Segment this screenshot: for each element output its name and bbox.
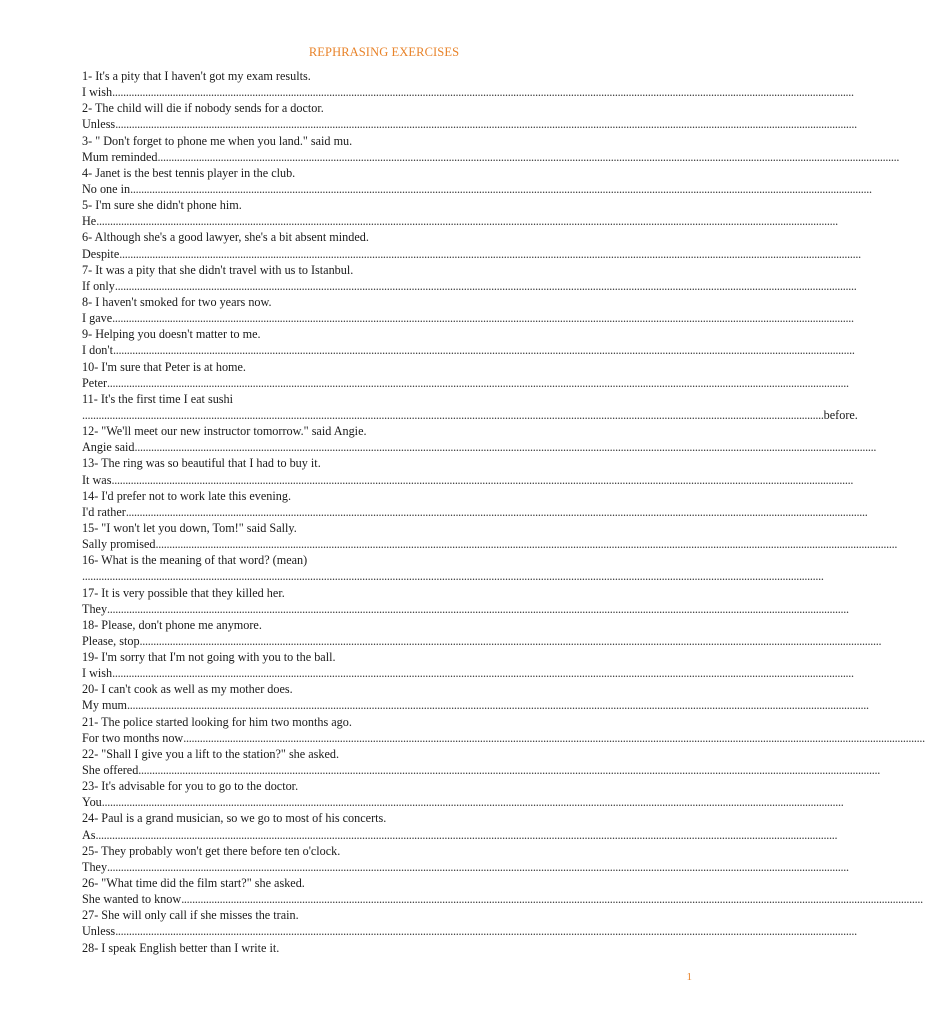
exercise-prompt: 22- "Shall I give you a lift to the station?" she asked. [82,746,340,761]
answer-lead: Sally promised [82,537,156,552]
exercise-prompt: 20- I can't cook as well as my mother does. [82,682,293,697]
exercise-item [82,133,900,165]
answer-line[interactable] [82,601,849,617]
answer-line[interactable] [82,665,854,681]
exercise-item [82,423,877,455]
exercise-item [82,843,849,875]
answer-lead: I wish [82,85,113,100]
answer-blank[interactable]: .............................................................................................................................................................................................................................................................................. [125,504,868,519]
exercise-item [82,359,849,391]
exercise-list [82,68,925,956]
answer-blank[interactable]: .............................................................................................................................................................................................................................................................................. [115,117,857,132]
answer-line[interactable] [82,149,900,165]
exercise-item [82,907,857,939]
answer-line[interactable] [82,375,849,391]
exercise-item [82,746,880,778]
answer-line[interactable] [82,827,838,843]
exercise-prompt: 27- She will only call if she misses the train. [82,908,299,923]
answer-line[interactable] [82,84,854,100]
answer-blank[interactable]: .............................................................................................................................................................................................................................................................................. [127,698,869,713]
exercise-prompt: 5- I'm sure she didn't phone him. [82,198,242,213]
exercise-prompt: 26- "What time did the film start?" she asked. [82,876,305,891]
answer-line[interactable] [82,536,898,552]
answer-lead: They [82,601,108,616]
answer-line[interactable] [82,472,854,488]
answer-lead: Unless [82,117,116,132]
answer-blank[interactable]: .............................................................................................................................................................................................................................................................................. [115,924,857,939]
exercise-item [82,875,923,907]
answer-line[interactable] [82,697,869,713]
answer-line[interactable] [82,439,877,455]
answer-blank[interactable]: .............................................................................................................................................................................................................................................................................. [130,181,872,196]
answer-line[interactable] [82,407,858,423]
exercise-prompt: 19- I'm sorry that I'm not going with you to the ball. [82,650,336,665]
exercise-item [82,326,855,358]
exercise-prompt: 16- What is the meaning of that word? (mean) [82,553,308,568]
answer-blank[interactable]: .............................................................................................................................................................................................................................................................................. [138,763,880,778]
answer-lead: Unless [82,924,116,939]
worksheet-title: REPHRASING EXERCISES [308,45,460,59]
answer-lead: I gave [82,311,113,326]
answer-line[interactable] [82,504,868,520]
exercise-item [82,229,861,261]
answer-lead: I don't [82,343,113,358]
exercise-prompt: 3- " Don't forget to phone me when you land." said mu. [82,133,353,148]
exercise-item [82,940,686,956]
exercise-item [82,778,844,810]
exercise-prompt: 9- Helping you doesn't matter to me. [82,327,261,342]
exercise-prompt: 7- It was a pity that she didn't travel with us to Istanbul. [82,262,354,277]
exercise-item [82,262,857,294]
answer-lead: I'd rather [82,504,126,519]
answer-line[interactable] [82,923,857,939]
answer-blank[interactable]: .............................................................................................................................................................................................................................................................................. [111,472,854,487]
exercise-item [82,649,854,681]
answer-lead: No one in [82,181,131,196]
exercise-prompt: 28- I speak English better than I write it. [82,940,280,955]
exercise-prompt: 25- They probably won't get there before ten o'clock. [82,843,341,858]
answer-blank[interactable]: .............................................................................................................................................................................................................................................................................. [139,633,882,648]
exercise-prompt: 18- Please, don't phone me anymore. [82,617,262,632]
exercise-prompt: 12- "We'll meet our new instructor tomorrow." said Angie. [82,424,367,439]
answer-lead: You [82,795,102,810]
answer-lead: I wish [82,666,113,681]
exercise-prompt: 6- Although she's a good lawyer, she's a bit absent minded. [82,230,369,245]
exercise-prompt: 14- I'd prefer not to work late this evening. [82,488,291,503]
answer-lead: My mum [82,698,128,713]
answer-line[interactable] [82,762,880,778]
answer-blank[interactable]: .............................................................................................................................................................................................................................................................................. [107,375,849,390]
answer-blank[interactable]: .............................................................................................................................................................................................................................................................................. [112,311,854,326]
answer-blank[interactable]: .............................................................................................................................................................................................................................................................................. [181,892,923,907]
answer-blank[interactable]: .............................................................................................................................................................................................................................................................................. [95,827,838,842]
answer-lead: Despite [82,246,120,261]
page-number: 1 [686,971,692,983]
answer-lead: They [82,859,108,874]
answer-line[interactable] [82,859,849,875]
answer-line[interactable] [82,310,854,326]
exercise-item [82,681,869,713]
answer-line[interactable] [82,730,925,746]
exercise-item [82,488,868,520]
exercise-prompt: 8- I haven't smoked for two years now. [82,294,272,309]
answer-tail: before. [823,407,858,422]
exercise-item [82,810,838,842]
answer-lead: As [82,827,96,842]
exercise-item [82,617,882,649]
answer-blank[interactable]: .............................................................................................................................................................................................................................................................................. [114,278,857,293]
exercise-prompt: 21- The police started looking for him two months ago. [82,714,352,729]
exercise-item [82,165,872,197]
exercise-prompt: 4- Janet is the best tennis player in the club. [82,165,296,180]
answer-blank[interactable]: .............................................................................................................................................................................................................................................................................. [96,214,838,229]
exercise-item [82,552,824,584]
answer-blank[interactable]: .............................................................................................................................................................................................................................................................................. [183,730,925,745]
exercise-item [82,197,838,229]
answer-blank[interactable]: .............................................................................................................................................................................................................................................................................. [134,440,877,455]
answer-lead: If only [82,278,115,293]
answer-blank[interactable]: .............................................................................................................................................................................................................................................................................. [112,85,854,100]
exercise-prompt: 13- The ring was so beautiful that I had to buy it. [82,456,321,471]
exercise-item [82,294,854,326]
answer-lead: Please, stop [82,633,140,648]
answer-lead: Mum reminded [82,149,158,164]
exercise-prompt: 17- It is very possible that they killed her. [82,585,285,600]
answer-lead: It was [82,472,112,487]
answer-blank[interactable]: .............................................................................................................................................................................................................................................................................. [112,343,855,358]
answer-line[interactable] [82,342,855,358]
answer-blank[interactable]: .............................................................................................................................................................................................................................................................................. [119,246,861,261]
exercise-item [82,585,849,617]
exercise-prompt: 24- Paul is a grand musician, so we go to most of his concerts. [82,811,387,826]
worksheet [82,40,925,956]
answer-blank[interactable]: .............................................................................................................................................................................................................................................................................. [101,795,844,810]
answer-line[interactable] [82,213,838,229]
answer-line[interactable] [82,891,923,907]
answer-line[interactable] [82,278,857,294]
answer-lead: She wanted to know [82,892,182,907]
answer-blank[interactable]: .............................................................................................................................................................................................................................................................................. [112,666,854,681]
answer-blank[interactable]: .............................................................................................................................................................................................................................................................................. [82,407,824,422]
exercise-prompt: 11- It's the first time I eat sushi [82,391,234,406]
exercise-item [82,100,857,132]
answer-line[interactable] [82,794,844,810]
exercise-prompt: 2- The child will die if nobody sends for a doctor. [82,101,324,116]
answer-blank[interactable]: .............................................................................................................................................................................................................................................................................. [82,569,824,584]
answer-blank[interactable]: .............................................................................................................................................................................................................................................................................. [107,859,849,874]
answer-line[interactable] [82,633,882,649]
exercise-item [82,520,898,552]
answer-lead: He [82,214,97,229]
exercise-item [82,68,854,100]
exercise-prompt: 23- It's advisable for you to go to the doctor. [82,779,299,794]
answer-blank[interactable]: .............................................................................................................................................................................................................................................................................. [155,537,898,552]
answer-blank[interactable]: .............................................................................................................................................................................................................................................................................. [157,149,900,164]
answer-blank[interactable]: .............................................................................................................................................................................................................................................................................. [107,601,849,616]
answer-line[interactable] [82,116,857,132]
exercise-prompt: 10- I'm sure that Peter is at home. [82,359,246,374]
answer-line[interactable] [82,246,861,262]
answer-line[interactable] [82,181,872,197]
exercise-item [82,714,925,746]
answer-line[interactable] [82,568,824,584]
answer-lead: Peter [82,375,108,390]
exercise-item [82,391,858,423]
answer-lead: She offered [82,763,139,778]
exercise-prompt: 15- "I won't let you down, Tom!" said Sally. [82,520,297,535]
answer-lead: Angie said [82,440,135,455]
answer-lead: For two months now [82,730,184,745]
exercise-prompt: 1- It's a pity that I haven't got my exam results. [82,69,311,83]
exercise-item [82,455,854,487]
